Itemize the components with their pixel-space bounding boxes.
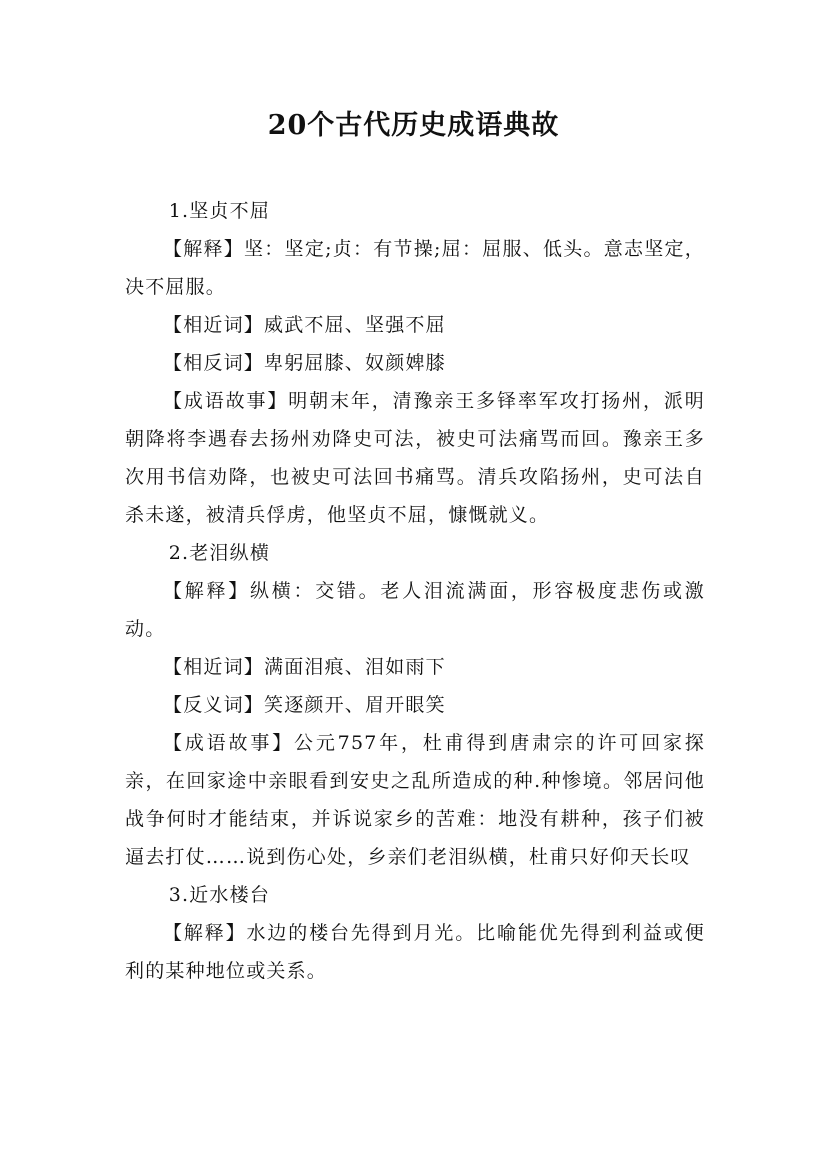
- idiom-story: 【成语故事】公元757年，杜甫得到唐肃宗的许可回家探亲，在回家途中亲眼看到安史之乱所造成的种.种惨境。邻居问他战争何时才能结束，并诉说家乡的苦难：地没有耕种，孩子们被逼去打仗……说到伤心处，乡亲们老泪纵横，杜甫只好仰天长叹: [125, 732, 705, 868]
- idiom-explanation: 【解释】水边的楼台先得到月光。比喻能优先得到利益或便利的某种地位或关系。: [125, 922, 705, 982]
- idiom-explanation: 【解释】纵横：交错。老人泪流满面，形容极度悲伤或激动。: [125, 580, 705, 640]
- idiom-heading: 2.老泪纵横: [168, 542, 271, 564]
- idiom-heading: 1.坚贞不屈: [168, 200, 271, 222]
- document-title: 20个古代历史成语典故: [267, 110, 560, 141]
- idiom-synonyms: 【相近词】威武不屈、坚强不屈: [163, 314, 446, 336]
- idiom-explanation: 【解释】坚：坚定;贞：有节操;屈：屈服、低头。意志坚定，决不屈服。: [125, 238, 705, 298]
- idiom-heading: 3.近水楼台: [168, 884, 271, 906]
- idiom-synonyms: 【相近词】满面泪痕、泪如雨下: [163, 656, 446, 678]
- idiom-story: 【成语故事】明朝末年，清豫亲王多铎率军攻打扬州，派明朝降将李遇春去扬州劝降史可法，被史可法痛骂而回。豫亲王多次用书信劝降，也被史可法回书痛骂。清兵攻陷扬州，史可法自杀未遂，被清兵俘虏，他坚贞不屈，慷慨就义。: [125, 390, 705, 526]
- document-body: [125, 192, 705, 990]
- idiom-antonyms: 【反义词】笑逐颜开、眉开眼笑: [163, 694, 446, 716]
- idiom-antonyms: 【相反词】卑躬屈膝、奴颜婢膝: [163, 352, 446, 374]
